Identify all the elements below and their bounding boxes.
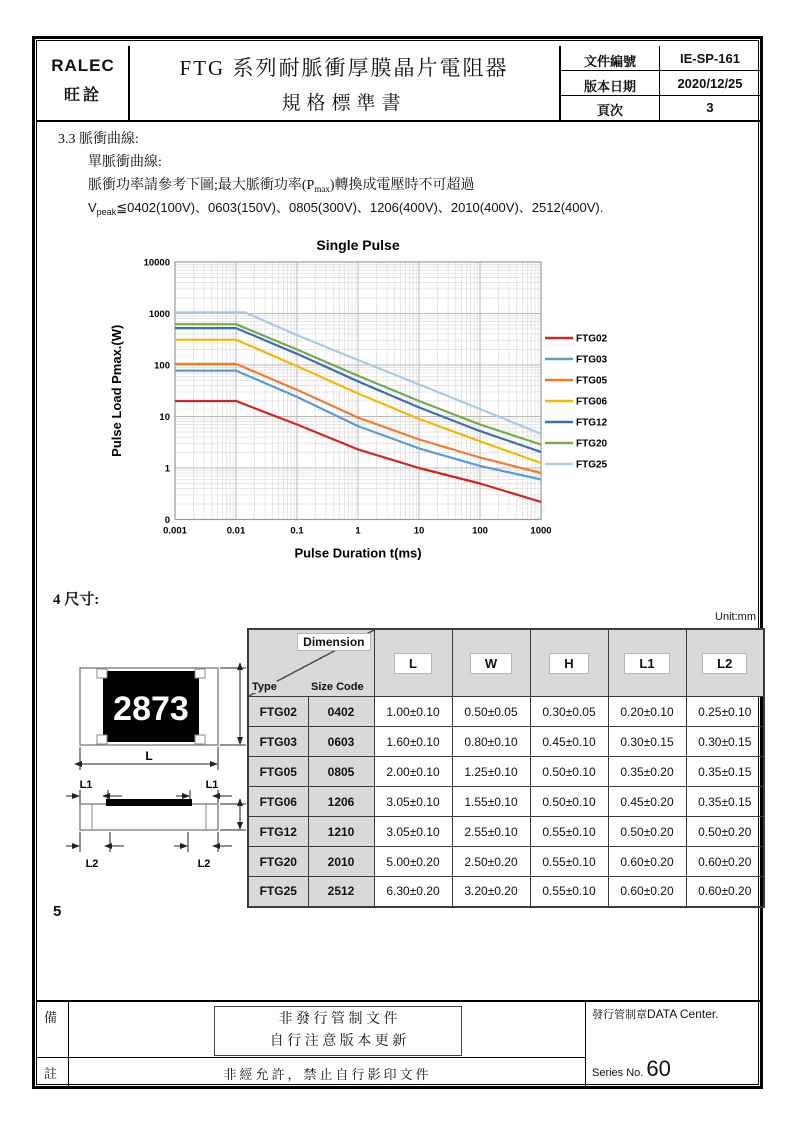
x-tick-label: 0.01 bbox=[226, 525, 246, 537]
y-tick-label: 0 bbox=[164, 515, 170, 526]
dim-label-l1-left: L1 bbox=[79, 779, 93, 791]
col-header-H: H bbox=[530, 629, 608, 697]
x-tick-label: 10 bbox=[413, 525, 425, 537]
table-cell: 0.50±0.10 bbox=[530, 787, 608, 817]
footer-top-rule bbox=[37, 1000, 760, 1002]
y-tick-label: 1000 bbox=[148, 309, 170, 320]
legend-label-FTG25: FTG25 bbox=[576, 459, 608, 471]
table-cell: 0.55±0.10 bbox=[530, 817, 608, 847]
brand-name: RALEC bbox=[51, 56, 115, 75]
dim-label-l2-right: L2 bbox=[197, 858, 211, 870]
dim-label-l: L bbox=[145, 749, 153, 763]
y-tick-label: 100 bbox=[154, 360, 170, 372]
meta-label-page: 頁次 bbox=[596, 103, 623, 118]
footer-mid-rule bbox=[37, 1057, 585, 1058]
table-cell: 2.50±0.20 bbox=[452, 847, 530, 877]
table-cell: 0.60±0.20 bbox=[608, 877, 686, 907]
table-cell: 0.35±0.15 bbox=[686, 787, 764, 817]
x-tick-label: 100 bbox=[472, 525, 488, 537]
dimension-table-body bbox=[248, 697, 764, 907]
series-number: Series No. 60 bbox=[592, 1056, 671, 1081]
table-cell: FTG06 bbox=[248, 787, 308, 817]
notice-line-2: 自 行 注 意 版 本 更 新 bbox=[269, 1034, 407, 1049]
single-pulse-line: 單脈衝曲線: bbox=[88, 155, 162, 170]
header-meta-rule2 bbox=[560, 95, 760, 96]
dim-label-l1-right: L1 bbox=[205, 779, 219, 791]
legend-label-FTG12: FTG12 bbox=[576, 417, 608, 429]
single-pulse-chart bbox=[105, 232, 650, 564]
dimension-table-header-row bbox=[248, 629, 764, 697]
table-cell: 3.20±0.20 bbox=[452, 877, 530, 907]
meta-value-doc-no: IE-SP-161 bbox=[680, 51, 740, 66]
footer-remark-char-bottom: 註 bbox=[44, 1066, 58, 1081]
table-row bbox=[248, 847, 764, 877]
table-cell: 0.50±0.20 bbox=[686, 817, 764, 847]
y-axis-title: Pulse Load Pmax.(W) bbox=[109, 324, 124, 457]
table-row bbox=[248, 817, 764, 847]
y-tick-label: 10 bbox=[159, 412, 170, 423]
table-cell: 0.50±0.05 bbox=[452, 697, 530, 727]
table-cell: FTG05 bbox=[248, 757, 308, 787]
table-row bbox=[248, 697, 764, 727]
copy-prohibition-note: 非經允許，禁止自行影印文件 bbox=[223, 1067, 432, 1082]
chip-side-outline bbox=[80, 804, 218, 830]
table-cell: 0.60±0.20 bbox=[686, 877, 764, 907]
footer-remark-char-top: 備 bbox=[44, 1010, 58, 1025]
table-cell: 0.80±0.10 bbox=[452, 727, 530, 757]
table-cell: FTG12 bbox=[248, 817, 308, 847]
x-tick-label: 0.001 bbox=[163, 525, 187, 537]
table-cell: FTG03 bbox=[248, 727, 308, 757]
table-cell: 0.35±0.15 bbox=[686, 757, 764, 787]
vpeak-limits: $V_{peak}≦0402(100V)$、0603(150V)、0805(300V)、1206(400V)、2010(400V)、2512(400V). bbox=[88, 200, 604, 217]
legend-label-FTG03: FTG03 bbox=[576, 354, 608, 366]
control-notice-box bbox=[214, 1006, 462, 1056]
x-tick-label: 1000 bbox=[530, 525, 552, 537]
table-cell: 2010 bbox=[308, 847, 374, 877]
table-cell: 6.30±0.20 bbox=[374, 877, 452, 907]
issue-stamp: 發行管制章DATA Center. bbox=[592, 1007, 719, 1021]
table-cell: 2512 bbox=[308, 877, 374, 907]
corner-type-label: Type bbox=[252, 681, 277, 693]
y-tick-label: 1 bbox=[164, 463, 170, 475]
table-cell: 0.35±0.20 bbox=[608, 757, 686, 787]
resistive-layer bbox=[106, 799, 192, 806]
table-cell: 0.25±0.10 bbox=[686, 697, 764, 727]
section-3-3-heading: 3.3 脈衝曲線: bbox=[58, 132, 139, 147]
table-row bbox=[248, 787, 764, 817]
table-cell: 2.55±0.10 bbox=[452, 817, 530, 847]
legend-label-FTG02: FTG02 bbox=[576, 333, 608, 345]
table-cell: 0402 bbox=[308, 697, 374, 727]
table-cell: 1.25±0.10 bbox=[452, 757, 530, 787]
corner-dimension-label: Dimension bbox=[297, 633, 370, 651]
corner-cell bbox=[248, 629, 374, 697]
table-cell: 0.30±0.15 bbox=[686, 727, 764, 757]
table-cell: FTG20 bbox=[248, 847, 308, 877]
brand-name-cn: 旺詮 bbox=[63, 87, 102, 104]
header-divider-logo bbox=[128, 46, 130, 120]
x-tick-label: 0.1 bbox=[290, 525, 304, 537]
table-cell: 3.05±0.10 bbox=[374, 787, 452, 817]
table-cell: 0.60±0.20 bbox=[608, 847, 686, 877]
table-cell: 0603 bbox=[308, 727, 374, 757]
table-cell: 0.45±0.20 bbox=[608, 787, 686, 817]
table-row bbox=[248, 727, 764, 757]
meta-label-doc-no: 文件編號 bbox=[583, 54, 636, 69]
dim-label-l2-left: L2 bbox=[85, 858, 99, 870]
table-cell: 0.50±0.20 bbox=[608, 817, 686, 847]
legend-label-FTG06: FTG06 bbox=[576, 396, 608, 408]
col-header-W: W bbox=[452, 629, 530, 697]
legend-label-FTG20: FTG20 bbox=[576, 438, 608, 450]
table-cell: 1.60±0.10 bbox=[374, 727, 452, 757]
document-title: FTG 系列耐脈衝厚膜晶片電阻器 bbox=[179, 56, 509, 80]
table-cell: 1.00±0.10 bbox=[374, 697, 452, 727]
chart-title: Single Pulse bbox=[316, 237, 400, 253]
corner-notch bbox=[195, 735, 205, 744]
table-cell: 3.05±0.10 bbox=[374, 817, 452, 847]
header-bottom-rule bbox=[37, 120, 760, 122]
table-cell: 0805 bbox=[308, 757, 374, 787]
table-cell: 0.60±0.20 bbox=[686, 847, 764, 877]
resistor-marking: 2873 bbox=[113, 690, 189, 728]
table-row bbox=[248, 757, 764, 787]
col-header-L: L bbox=[374, 629, 452, 697]
table-cell: 0.20±0.10 bbox=[608, 697, 686, 727]
document-subtitle: 規格標準書 bbox=[281, 93, 407, 114]
col-header-L2: L2 bbox=[686, 629, 764, 697]
notice-line-1: 非 發 行 管 制 文 件 bbox=[278, 1012, 398, 1027]
resistor-dimension-diagram bbox=[52, 652, 267, 877]
section-4-heading: 4 尺寸: bbox=[53, 592, 100, 608]
meta-label-version-date: 版本日期 bbox=[583, 79, 636, 94]
table-cell: 1210 bbox=[308, 817, 374, 847]
table-cell: 0.45±0.10 bbox=[530, 727, 608, 757]
y-tick-label: 10000 bbox=[143, 257, 170, 269]
table-cell: 1.55±0.10 bbox=[452, 787, 530, 817]
pulse-power-note: 脈衝功率請參考下圖;最大脈衝功率$(P_{max})$轉換成電壓時不可超過 bbox=[88, 178, 475, 194]
corner-notch bbox=[195, 669, 205, 678]
table-cell: 2.00±0.10 bbox=[374, 757, 452, 787]
table-cell: 0.30±0.15 bbox=[608, 727, 686, 757]
table-row bbox=[248, 877, 764, 907]
table-cell: 1206 bbox=[308, 787, 374, 817]
x-axis-title: Pulse Duration t(ms) bbox=[294, 545, 422, 561]
col-header-L1: L1 bbox=[608, 629, 686, 697]
table-cell: FTG02 bbox=[248, 697, 308, 727]
x-tick-label: 1 bbox=[355, 525, 361, 537]
corner-sizecode-label: Size Code bbox=[311, 681, 364, 693]
section-5-number: 5 bbox=[53, 903, 62, 920]
footer-left-divider bbox=[68, 1002, 69, 1088]
table-cell: 0.30±0.05 bbox=[530, 697, 608, 727]
table-cell: 0.50±0.10 bbox=[530, 757, 608, 787]
unit-label: Unit:mm bbox=[715, 611, 756, 623]
table-cell: 0.55±0.10 bbox=[530, 847, 608, 877]
meta-value-version-date: 2020/12/25 bbox=[677, 76, 743, 91]
meta-value-page: 3 bbox=[706, 100, 714, 115]
legend-label-FTG05: FTG05 bbox=[576, 375, 608, 387]
header-meta-rule1 bbox=[560, 70, 760, 71]
table-cell: 5.00±0.20 bbox=[374, 847, 452, 877]
dimension-table bbox=[247, 628, 765, 908]
corner-notch bbox=[97, 669, 107, 678]
table-cell: 0.55±0.10 bbox=[530, 877, 608, 907]
table-cell: FTG25 bbox=[248, 877, 308, 907]
corner-notch bbox=[97, 735, 107, 744]
footer-right-divider bbox=[585, 1002, 586, 1088]
